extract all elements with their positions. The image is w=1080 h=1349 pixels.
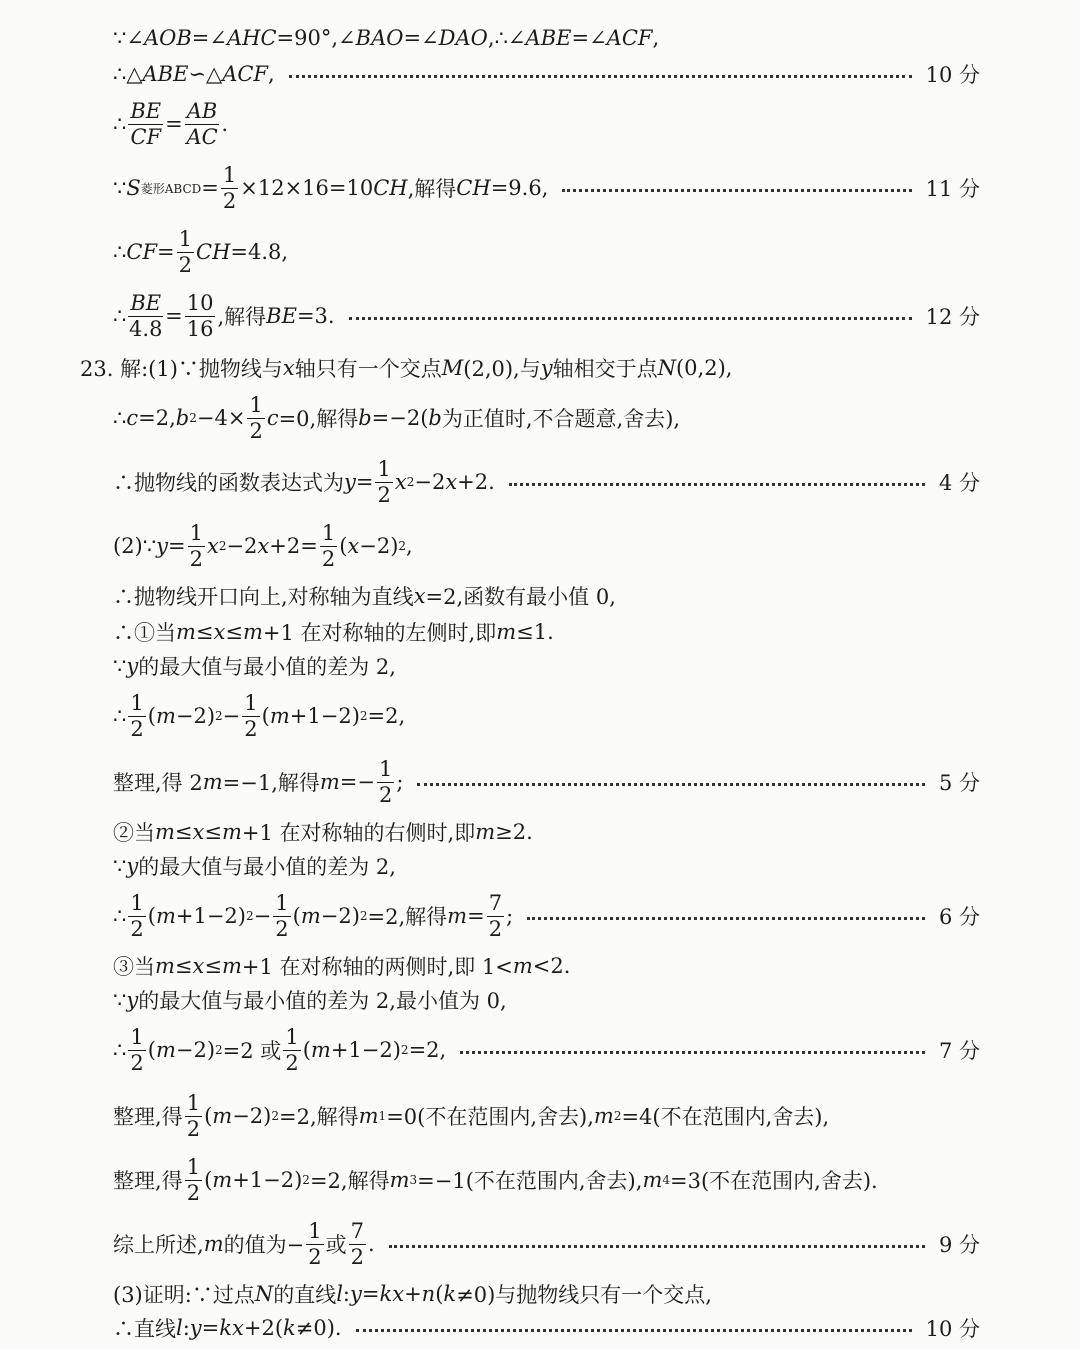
line-21: ∴ 1 2 ( m −2) 2 =2 或 1 2 ( m +1−2) 2 =2, 7 分 xyxy=(113,1024,980,1075)
score-mark: 10 分 xyxy=(925,1317,980,1341)
line-6: ∴ BE 4.8 = 10 16 ,解得 BE =3. 12 分 xyxy=(113,290,980,341)
score-mark: 9 分 xyxy=(938,1233,980,1257)
leader-dots xyxy=(460,1051,925,1054)
line-18: ∴ 1 2 ( m +1−2) 2 − 1 2 ( m −2) 2 =2,解得 m = 7 2 ; 6 分 xyxy=(113,890,980,941)
leader-dots xyxy=(389,1245,925,1248)
line-22: 整理,得 1 2 ( m −2) 2 =2,解得 m 1 =0(不在范围内,舍去), m 2 =4(不在范围内,舍去), xyxy=(113,1090,830,1141)
leader-dots xyxy=(356,1329,912,1332)
line-25: (3)证明:∵过点 N 的直线 l : y = kx + n ( k ≠0)与抛物线只有一个交点, xyxy=(113,1282,712,1307)
line-14: ∴ 1 2 ( m −2) 2 − 1 2 ( m +1−2) 2 =2, xyxy=(113,690,406,741)
line-7: 23. 解:(1)∵抛物线与 x 轴只有一个交点 M (2,0),与 y 轴相交于点 N (0,2), xyxy=(80,356,733,381)
line-11: ∴抛物线开口向上,对称轴为直线 x =2,函数有最小值 0, xyxy=(113,584,616,609)
leader-dots xyxy=(509,483,925,486)
leader-dots xyxy=(349,317,912,320)
line-26: ∴直线 l : y = kx +2( k ≠0). 10 分 xyxy=(113,1308,980,1348)
leader-dots xyxy=(289,75,912,78)
line-16: ②当 m ≤ x ≤ m +1 在对称轴的右侧时,即 m ≥2. xyxy=(113,820,533,845)
score-mark: 4 分 xyxy=(938,471,980,495)
line-13: ∵ y 的最大值与最小值的差为 2, xyxy=(113,654,396,679)
score-mark: 5 分 xyxy=(938,771,980,795)
leader-dots xyxy=(527,917,925,920)
line-20: ∵ y 的最大值与最小值的差为 2,最小值为 0, xyxy=(113,988,507,1013)
leader-dots xyxy=(562,189,911,192)
score-mark: 12 分 xyxy=(925,305,980,329)
score-mark: 10 分 xyxy=(925,63,980,87)
line-8: ∴ c =2, b 2 −4× 1 2 c =0,解得 b =−2( b 为正值时,不合题意,舍去), xyxy=(113,392,681,443)
score-mark: 11 分 xyxy=(925,177,980,201)
line-17: ∵ y 的最大值与最小值的差为 2, xyxy=(113,854,396,879)
line-23: 整理,得 1 2 ( m +1−2) 2 =2,解得 m 3 =−1(不在范围内,舍去), m 4 =3(不在范围内,舍去). xyxy=(113,1154,878,1205)
line-19: ③当 m ≤ x ≤ m +1 在对称轴的两侧时,即 1< m <2. xyxy=(113,954,571,979)
line-1: ∵∠ AOB =∠ AHC =90°,∠ BAO =∠ DAO ,∴∠ ABE =∠ ACF , xyxy=(113,26,660,50)
line-3: ∴ BE CF = AB AC . xyxy=(113,98,229,149)
score-mark: 6 分 xyxy=(938,905,980,929)
line-10: (2)∵ y = 1 2 x 2 −2 x +2= 1 2 ( x −2) 2 , xyxy=(113,520,413,571)
line-2: ∴△ ABE ∽△ ACF , 10 分 xyxy=(113,54,980,94)
line-24: 综上所述, m 的值为− 1 2 或 7 2 . 9 分 xyxy=(113,1218,980,1269)
line-12: ∴①当 m ≤ x ≤ m +1 在对称轴的左侧时,即 m ≤1. xyxy=(113,620,554,645)
line-4: ∵ S 菱形ABCD = 1 2 ×12×16=10 CH ,解得 CH =9.6, 11 分 xyxy=(113,162,980,213)
line-15: 整理,得 2 m =−1,解得 m =− 1 2 ; 5 分 xyxy=(113,756,980,807)
line-9: ∴抛物线的函数表达式为 y = 1 2 x 2 −2 x +2. 4 分 xyxy=(113,456,980,507)
score-mark: 7 分 xyxy=(938,1039,980,1063)
line-5: ∴ CF = 1 2 CH =4.8, xyxy=(113,226,289,277)
leader-dots xyxy=(417,783,925,786)
